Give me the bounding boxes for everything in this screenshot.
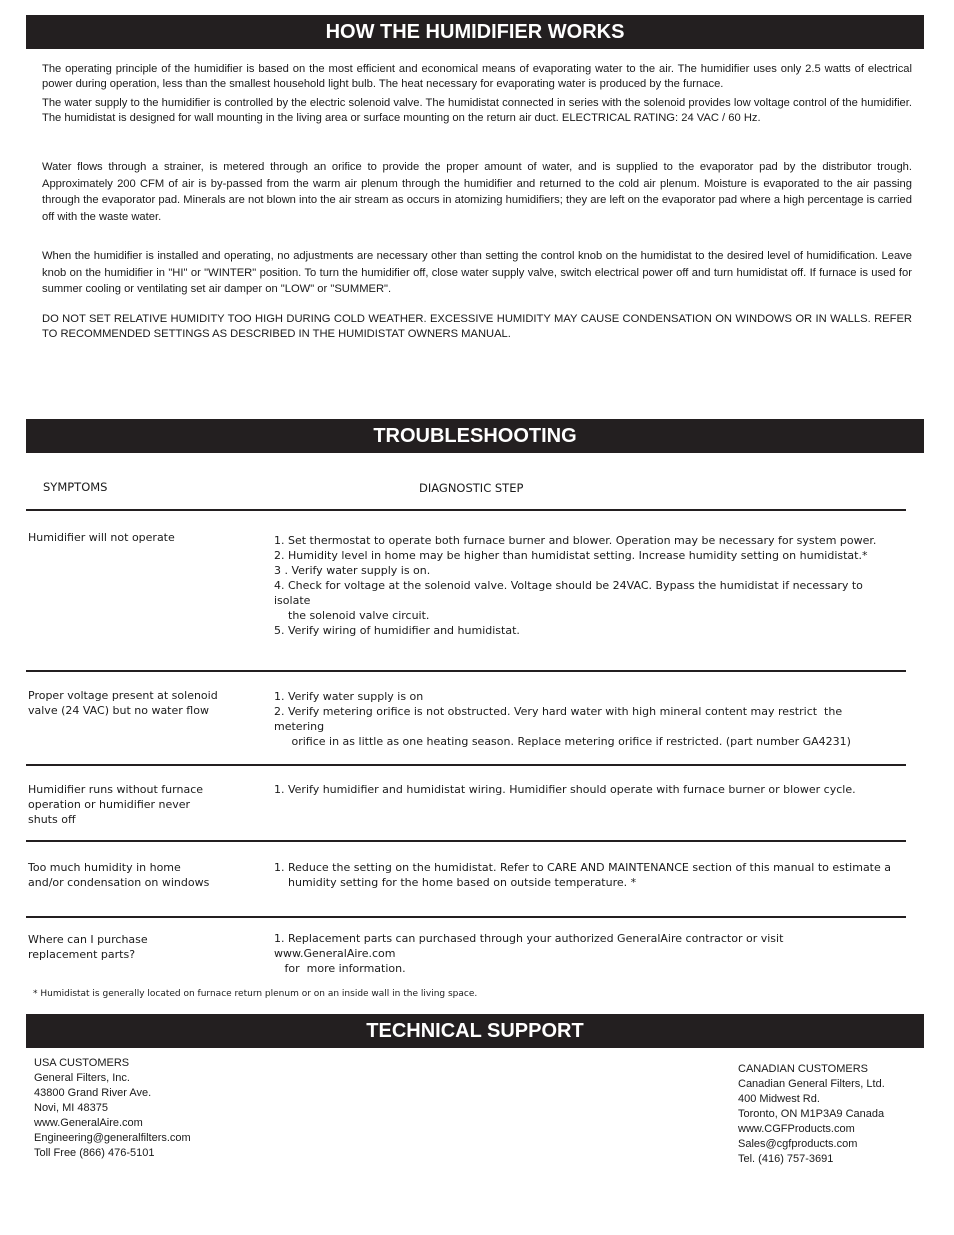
how-it-works-header <box>26 15 924 49</box>
diagnostic-step: 1. Replacement parts can purchased through your authorized GeneralAire contractor or visit www.GeneralAire.com <box>274 932 787 960</box>
troubleshooting-header <box>26 419 924 453</box>
footnote: * Humidistat is generally located on furnace return plenum or on an inside wall in the living space. <box>33 989 478 999</box>
canada-website: www.CGFProducts.com <box>738 1123 855 1135</box>
diagnostic-step: 1. Set thermostat to operate both furnace burner and blower. Operation may be necessary for system power. <box>274 534 877 547</box>
symptom-text: Too much humidity in home and/or condensation on windows <box>28 861 210 889</box>
diagnostic-steps <box>274 782 894 797</box>
symptom-text: Humidifier runs without furnace operation or humidifier never shuts off <box>28 783 204 826</box>
table-divider <box>26 509 906 511</box>
paragraph-operating-principle: The operating principle of the humidifier is based on the most efficient and economical means of evaporating water to the air. The humidifier uses only 2.5 watts of electrical power during operation, less than the smallest household light bulb. The heat necessary for evaporating water is produced by the furnace. <box>42 63 912 90</box>
symptom-text: Where can I purchase replacement parts? <box>28 933 148 961</box>
paragraph-water-supply: The water supply to the humidifier is controlled by the electric solenoid valve. The humidistat connected in series with the solenoid provides low voltage control of the humidifier. The humidistat is designed for wall mounting in the living area or surface mounting on the return air duct. ELECTRICAL RATING: 24 VAC / 60 Hz. <box>42 97 912 124</box>
table-divider <box>26 764 906 766</box>
canada-company: Canadian General Filters, Ltd. <box>738 1078 885 1090</box>
diagnostic-step: 2. Humidity level in home may be higher than humidistat setting. Increase humidity setting on humidistat.* <box>274 549 868 562</box>
table-divider <box>26 840 906 842</box>
diagnostic-step: 5. Verify wiring of humidifier and humidistat. <box>274 624 520 637</box>
diagnostic-steps <box>274 931 894 976</box>
paragraph-warning: DO NOT SET RELATIVE HUMIDITY TOO HIGH DURING COLD WEATHER. EXCESSIVE HUMIDITY MAY CAUSE CONDENSATION ON WINDOWS OR IN WALLS. REFER TO RECOMMENDED SETTINGS AS DESCRIBED IN THE HUMIDISTAT OWNERS MANUAL. <box>42 313 912 340</box>
usa-heading: USA CUSTOMERS <box>34 1057 130 1069</box>
usa-city: Novi, MI 48375 <box>34 1102 108 1114</box>
diagnostic-step: orifice in as little as one heating season. Replace metering orifice if restricted. (part number GA4231) <box>274 735 851 748</box>
symptom-text: Proper voltage present at solenoid valve (24 VAC) but no water flow <box>28 689 218 717</box>
usa-street: 43800 Grand River Ave. <box>34 1087 152 1099</box>
how-it-works-title: HOW THE HUMIDIFIER WORKS <box>325 20 625 43</box>
table-divider <box>26 916 906 918</box>
diagnostic-step: 2. Verify metering orifice is not obstructed. Very hard water with high mineral content may restrict the metering <box>274 705 846 733</box>
symptom-text: Humidifier will not operate <box>28 531 175 544</box>
usa-company: General Filters, Inc. <box>34 1072 130 1084</box>
canada-street: 400 Midwest Rd. <box>738 1093 820 1105</box>
paragraph-water-flow: Water flows through a strainer, is metered through an orifice to provide the proper amount of water, and is supplied to the evaporator pad by the distributor trough. Approximately 200 CFM of air is by-passed from the warm air plenum through the humidifier and returned to the cold air plenum. Moisture is evaporated to the air passing through the evaporator pad. Minerals are not blown into the air stream as occurs in atomizing humidifiers; they are left on the evaporator pad where a high percentage is carried off with the waste water. <box>42 161 912 223</box>
diagnostic-step: 1. Verify water supply is on <box>274 690 424 703</box>
table-divider <box>26 670 906 672</box>
usa-phone: Toll Free (866) 476-5101 <box>34 1147 155 1159</box>
diagnostic-step: 3 . Verify water supply is on. <box>274 564 431 577</box>
diagnostic-step: 4. Check for voltage at the solenoid valve. Voltage should be 24VAC. Bypass the humidistat if necessary to isolate <box>274 579 867 607</box>
usa-website: www.GeneralAire.com <box>34 1117 143 1129</box>
diagnostic-step: 1. Verify humidifier and humidistat wiring. Humidifier should operate with furnace burner or blower cycle. <box>274 783 856 796</box>
diagnostic-steps <box>274 689 894 749</box>
symptoms-column-header: SYMPTOMS <box>43 480 108 494</box>
technical-support-title: TECHNICAL SUPPORT <box>366 1019 584 1042</box>
usa-contact-block <box>34 1056 191 1161</box>
diagnostic-steps <box>274 860 894 890</box>
paragraph-installation: When the humidifier is installed and operating, no adjustments are necessary other than setting the control knob on the humidistat to the desired level of humidification. Leave knob on the humidifier in "HI" or "WINTER" position. To turn the humidifier off, close water supply valve, switch electrical power off and turn humidistat off. If furnace is used for summer cooling or ventilating set air damper on "LOW" or "SUMMER". <box>42 250 912 295</box>
canada-email: Sales@cgfproducts.com <box>738 1138 858 1150</box>
diagnostic-step: for more information. <box>274 962 406 975</box>
diagnostic-column-header: DIAGNOSTIC STEP <box>419 481 524 495</box>
canada-contact-block <box>738 1062 885 1167</box>
diagnostic-step: humidity setting for the home based on outside temperature. * <box>274 876 637 889</box>
usa-email: Engineering@generalfilters.com <box>34 1132 191 1144</box>
diagnostic-step: 1. Reduce the setting on the humidistat. Refer to CARE AND MAINTENANCE section of this manual to estimate a <box>274 861 891 874</box>
canada-phone: Tel. (416) 757-3691 <box>738 1153 834 1165</box>
canada-city: Toronto, ON M1P3A9 Canada <box>738 1108 885 1120</box>
canada-heading: CANADIAN CUSTOMERS <box>738 1063 868 1075</box>
diagnostic-step: the solenoid valve circuit. <box>274 609 430 622</box>
diagnostic-steps <box>274 533 894 638</box>
technical-support-header <box>26 1014 924 1048</box>
troubleshooting-title: TROUBLESHOOTING <box>373 424 577 447</box>
